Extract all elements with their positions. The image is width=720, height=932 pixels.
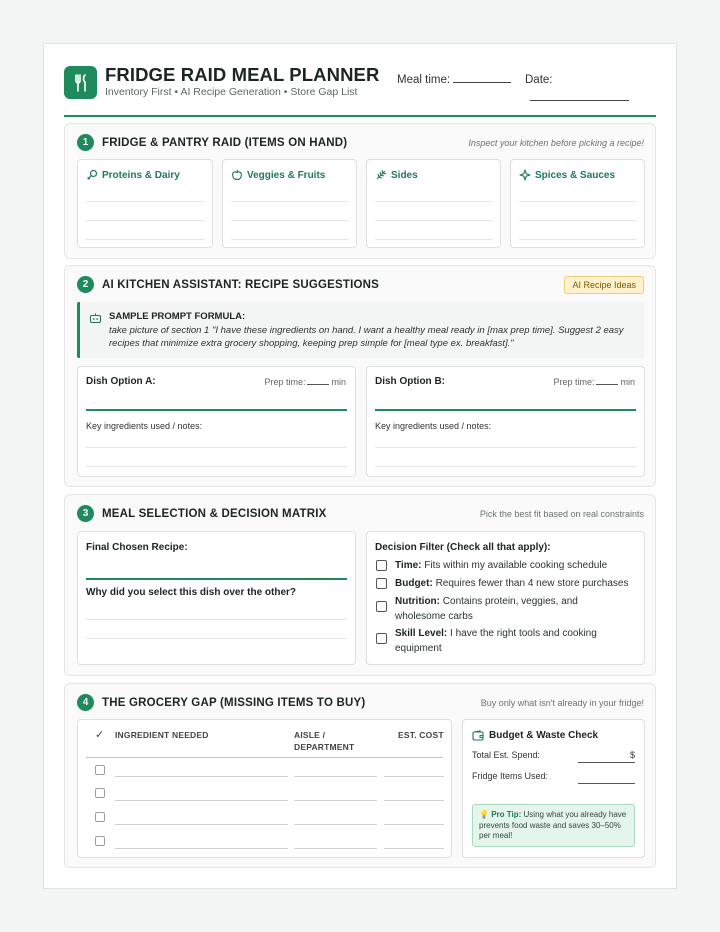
write-line[interactable]	[375, 447, 636, 448]
write-line[interactable]	[231, 201, 348, 202]
page-title: FRIDGE RAID MEAL PLANNER	[105, 64, 380, 85]
apple-icon	[231, 169, 243, 181]
write-line[interactable]	[375, 220, 492, 221]
category-label: Veggies & Fruits	[247, 169, 326, 181]
prompt-box	[77, 302, 644, 358]
date-label: Date:	[525, 74, 553, 86]
filter-item-nutrition[interactable]: Nutrition: Contains protein, veggies, and wholesome carbs	[376, 594, 594, 624]
dish-option-a-label: Dish Option A:	[86, 376, 156, 387]
wallet-icon	[472, 730, 484, 741]
section-number: 1	[77, 134, 94, 151]
notes-label: Key ingredients used / notes:	[375, 421, 492, 431]
section-decision-matrix	[64, 494, 656, 676]
section-note: Buy only what isn't already in your fridge!	[480, 698, 644, 708]
total-spend-label: Total Est. Spend:	[472, 750, 541, 760]
meal-time-label: Meal time:	[397, 74, 451, 86]
section-title: FRIDGE & PANTRY RAID (ITEMS ON HAND)	[102, 136, 348, 149]
budget-title: Budget & Waste Check	[489, 730, 599, 741]
check-column-header: ✓	[95, 729, 105, 741]
write-line[interactable]	[519, 220, 636, 221]
final-recipe-line[interactable]	[86, 578, 347, 580]
checkbox[interactable]	[376, 560, 387, 571]
write-line[interactable]	[519, 201, 636, 202]
checkbox[interactable]	[376, 601, 387, 612]
sparkle-icon	[519, 169, 531, 181]
category-card-spices[interactable]	[510, 159, 645, 248]
prompt-label: SAMPLE PROMPT FORMULA:	[109, 311, 246, 322]
header	[64, 64, 656, 116]
category-label: Sides	[391, 169, 418, 181]
meal-time-field[interactable]	[397, 74, 511, 86]
filter-item-budget[interactable]: Budget: Requires fewer than 4 new store purchases	[376, 576, 636, 591]
fork-knife-icon	[64, 66, 97, 99]
section-heading	[77, 276, 379, 293]
section-ai-assistant	[64, 265, 656, 487]
table-header-divider	[86, 757, 443, 758]
write-line[interactable]	[375, 466, 636, 467]
pro-tip-text: Using what you already have prevents food waste and saves 30–50% per meal!	[479, 810, 627, 840]
prompt-text: take picture of section 1 "I have these ingredients on hand. I want a healthy meal ready in [max prep time]. Suggest 2 easy recipes that minimize extra grocery shopping, keeping prep simple for [meal type ex. breakfast]."	[109, 325, 624, 349]
total-spend-field[interactable]: $	[578, 750, 635, 763]
filter-item-time[interactable]: Time: Fits within my available cooking schedule	[376, 558, 636, 573]
checkbox[interactable]	[376, 578, 387, 589]
section-title: MEAL SELECTION & DECISION MATRIX	[102, 507, 327, 520]
write-line[interactable]	[86, 201, 204, 202]
write-line[interactable]	[86, 638, 347, 639]
section-title: AI KITCHEN ASSISTANT: RECIPE SUGGESTIONS	[102, 278, 379, 291]
write-line[interactable]	[231, 220, 348, 221]
notes-label: Key ingredients used / notes:	[86, 421, 203, 431]
section-note: Inspect your kitchen before picking a recipe!	[468, 138, 644, 148]
write-line[interactable]	[375, 239, 492, 240]
write-line[interactable]	[86, 220, 204, 221]
checkbox[interactable]	[95, 812, 105, 822]
write-line[interactable]	[86, 447, 347, 448]
prep-time-field[interactable]: Prep time: min	[553, 377, 635, 387]
date-field[interactable]	[525, 74, 656, 101]
category-card-veggies[interactable]	[222, 159, 357, 248]
checkbox[interactable]	[95, 765, 105, 775]
dish-name-line[interactable]	[375, 409, 636, 411]
section-grocery-gap	[64, 683, 656, 868]
final-recipe-card[interactable]	[77, 531, 356, 665]
category-card-sides[interactable]	[366, 159, 501, 248]
aisle-column-header: AISLE / DEPARTMENT	[294, 730, 355, 752]
section-title: THE GROCERY GAP (MISSING ITEMS TO BUY)	[102, 696, 366, 709]
checkbox[interactable]	[95, 836, 105, 846]
ai-badge: AI Recipe Ideas	[564, 276, 644, 294]
robot-icon	[89, 312, 102, 324]
decision-filter-label: Decision Filter (Check all that apply):	[375, 542, 551, 553]
write-line[interactable]	[86, 466, 347, 467]
lightbulb-icon: 💡	[479, 810, 489, 819]
dish-option-b-label: Dish Option B:	[375, 376, 445, 387]
ingredient-column-header: INGREDIENT NEEDED	[115, 730, 209, 740]
dish-option-b-card[interactable]	[366, 366, 645, 477]
fridge-items-label: Fridge Items Used:	[472, 771, 549, 781]
drumstick-icon	[86, 169, 98, 181]
write-line[interactable]	[86, 619, 347, 620]
section-number: 3	[77, 505, 94, 522]
category-label: Spices & Sauces	[535, 169, 616, 181]
pro-tip	[472, 804, 635, 847]
grocery-table	[77, 719, 452, 858]
decision-filter-card	[366, 531, 645, 665]
category-card-proteins[interactable]	[77, 159, 213, 248]
date-line[interactable]	[530, 100, 629, 101]
section-number: 4	[77, 694, 94, 711]
final-recipe-label: Final Chosen Recipe:	[86, 542, 188, 553]
meal-time-line[interactable]	[453, 82, 511, 83]
fridge-items-field[interactable]	[578, 771, 635, 784]
checkbox[interactable]	[376, 633, 387, 644]
section-number: 2	[77, 276, 94, 293]
section-heading	[77, 134, 347, 151]
write-line[interactable]	[86, 239, 204, 240]
write-line[interactable]	[519, 239, 636, 240]
pro-tip-label: Pro Tip:	[491, 810, 522, 819]
budget-card	[462, 719, 645, 858]
page-subtitle: Inventory First • AI Recipe Generation • Store Gap List	[105, 86, 358, 98]
cost-column-header: EST. COST	[398, 730, 444, 740]
write-line[interactable]	[231, 239, 348, 240]
write-line[interactable]	[375, 201, 492, 202]
dish-name-line[interactable]	[86, 409, 347, 411]
checkbox[interactable]	[95, 788, 105, 798]
dish-option-a-card[interactable]	[77, 366, 356, 477]
header-divider	[64, 115, 656, 117]
section-note: Pick the best fit based on real constraints	[479, 509, 644, 519]
category-label: Proteins & Dairy	[102, 169, 180, 181]
why-label: Why did you select this dish over the other?	[86, 587, 297, 598]
section-heading	[77, 694, 365, 711]
section-heading	[77, 505, 326, 522]
prep-time-field[interactable]: Prep time: min	[264, 377, 346, 387]
filter-item-skill[interactable]: Skill Level: I have the right tools and cooking equipment	[376, 626, 614, 656]
section-fridge-raid	[64, 123, 656, 259]
planner-sheet	[43, 43, 677, 889]
wheat-icon	[375, 169, 387, 181]
